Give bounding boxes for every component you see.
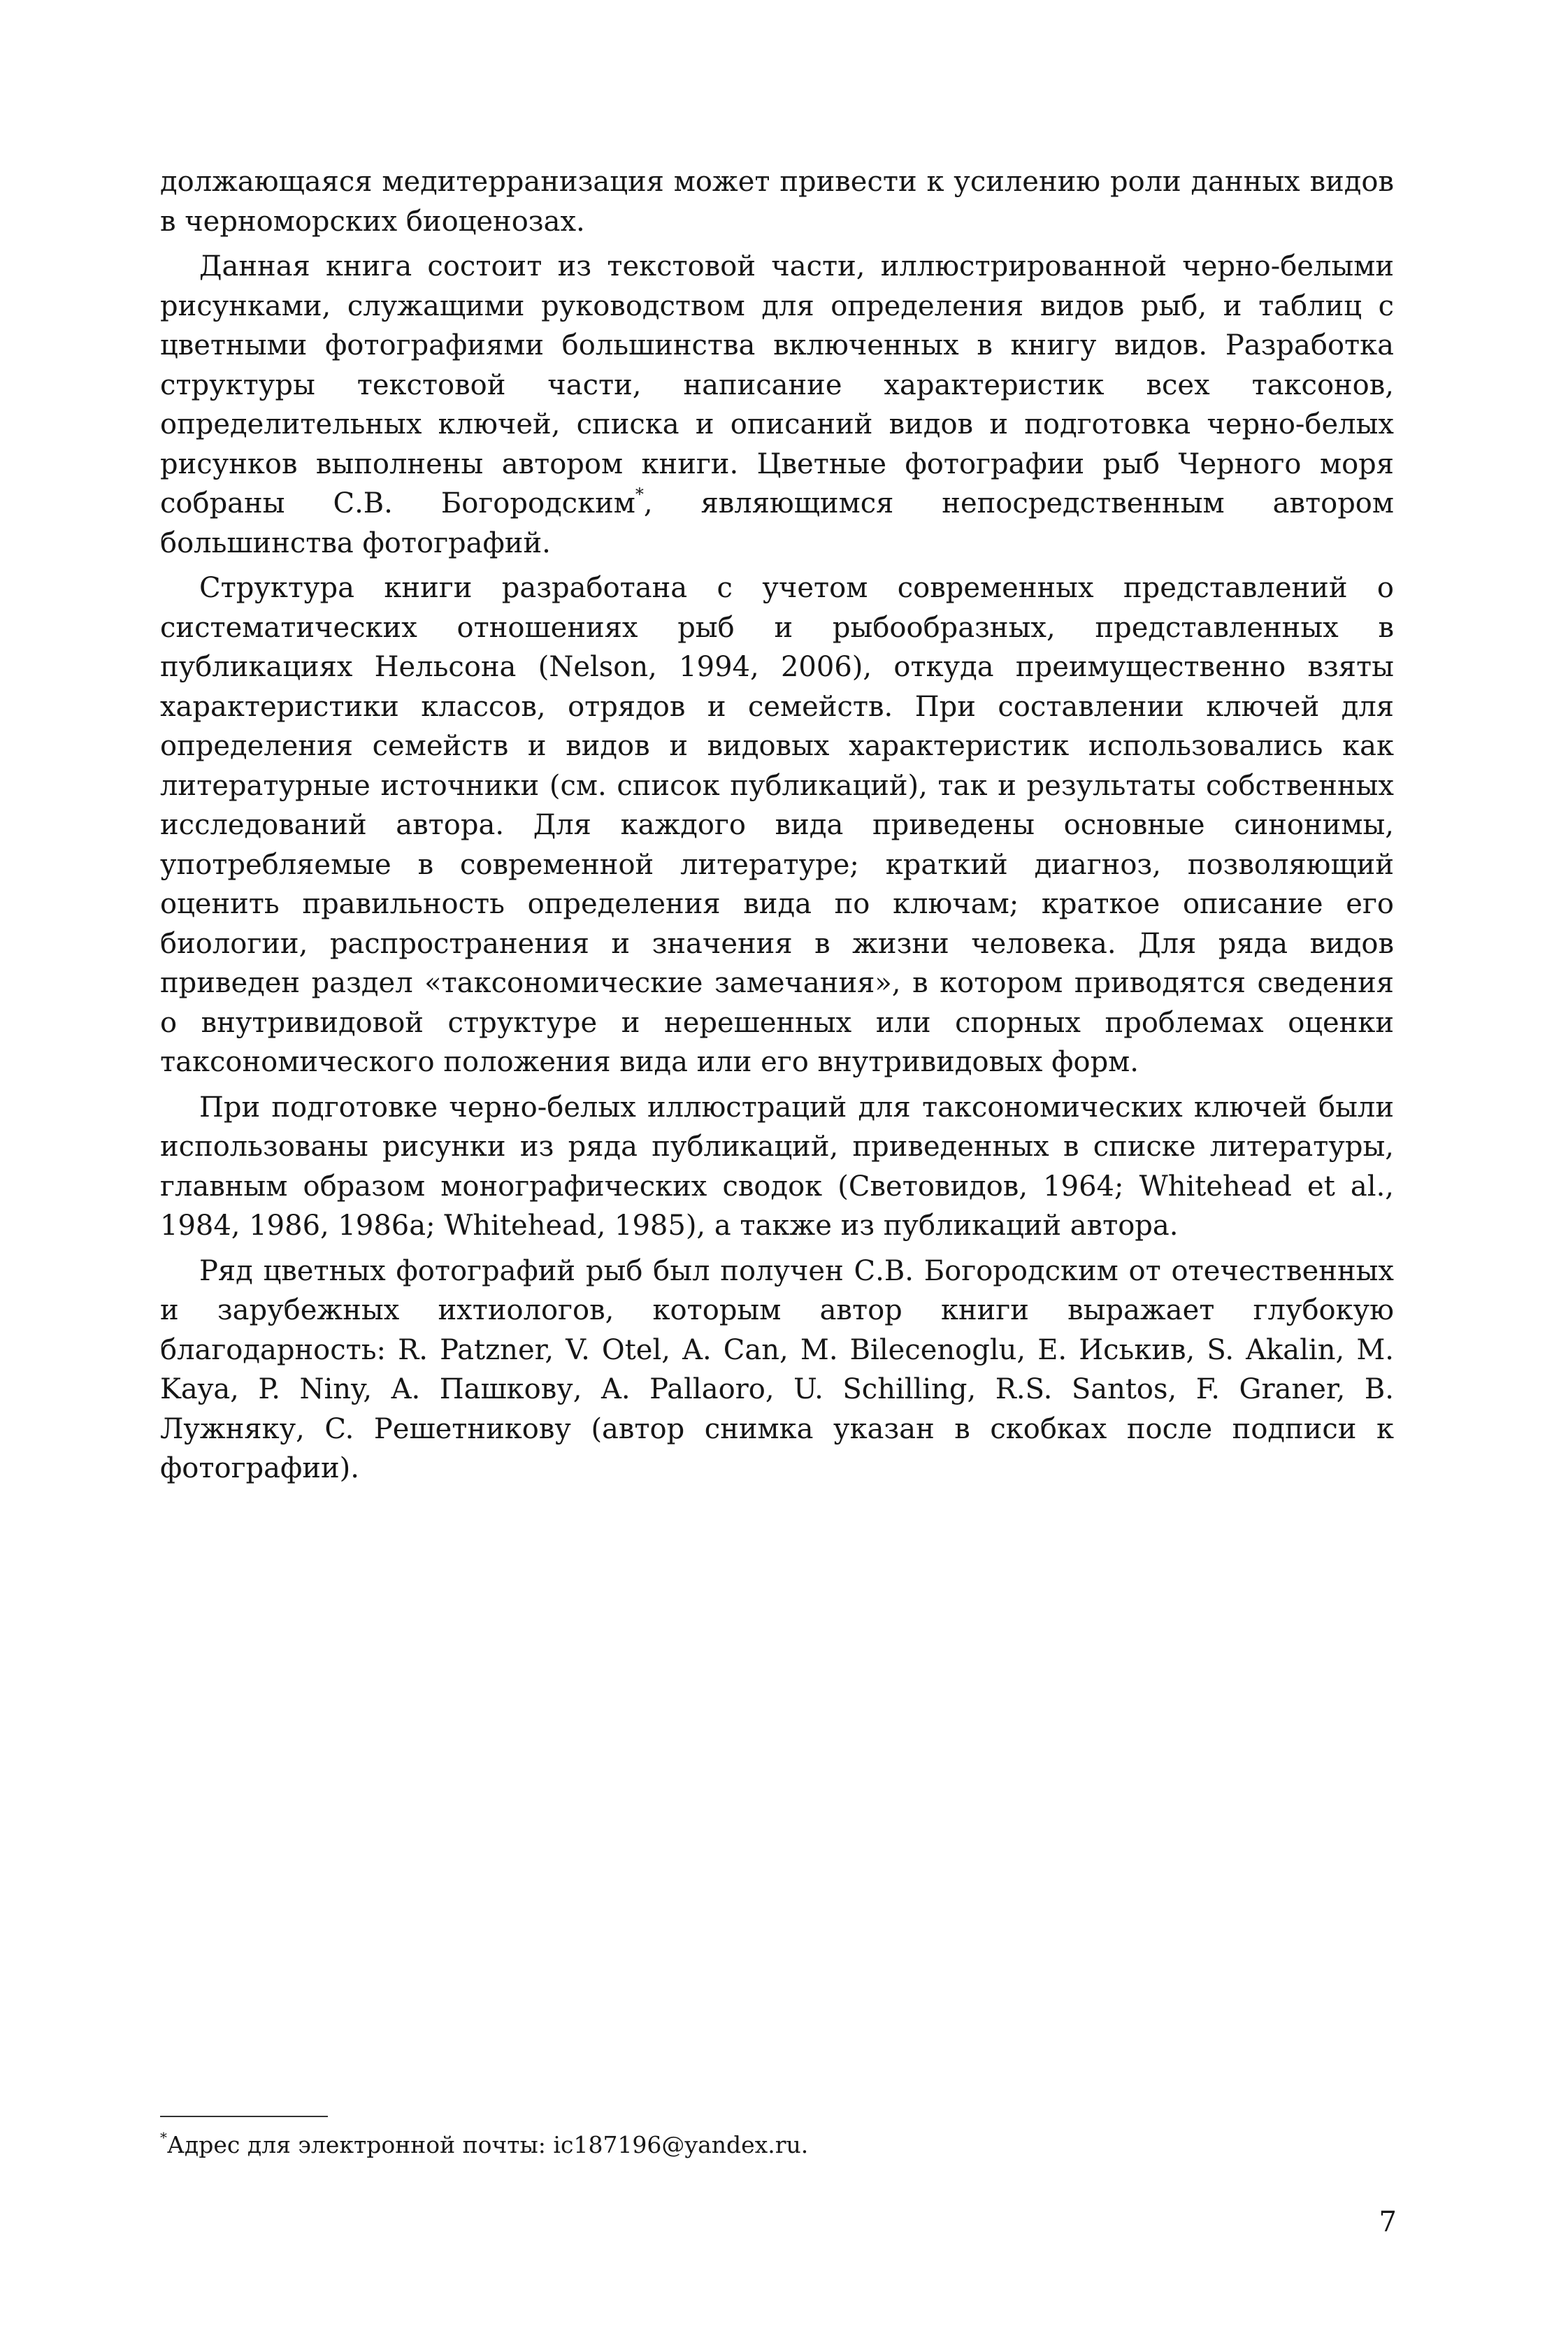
page-number: 7 <box>1379 2206 1397 2238</box>
paragraph-text: Данная книга состоит из текстовой части, иллюстрированной черно-белыми рисунками, служащими руководством для определения видов рыб, и таблиц с цветными фотографиями большинства включенных в книгу видов. Разработка структуры текстовой части, написание характеристик всех таксонов, определительных ключей, списка и описаний видов и подготовка черно-белых рисунков выполнены автором книги. Цветные фотографии рыб Черного моря собраны С.В. Богородским <box>160 250 1394 519</box>
paragraph-continuation: должающаяся медитерранизация может привести к усилению роли данных видов в черноморских биоценозах. <box>160 166 1394 238</box>
footnote-divider <box>160 2116 328 2117</box>
paragraph-text: , являющимся непосредственным автором большинства фотографий. <box>160 487 1394 559</box>
footnote-text: Адрес для электронной почты: ic187196@yandex.ru. <box>166 2131 809 2158</box>
paragraph-book-structure <box>160 247 1394 563</box>
paragraph-illustrations: При подготовке черно-белых иллюстраций для таксономических ключей были использованы рисунки из ряда публикаций, приведенных в списке литературы, главным образом монографических сводок (Световидов, 1964; Whitehead et al., 1984, 1986, 1986a; Whitehead, 1985), а также из публикаций автора. <box>160 1091 1394 1242</box>
paragraph-systematics: Структура книги разработана с учетом современных представлений о систематических отношениях рыб и рыбообразных, представленных в публикациях Нельсона (Nelson, 1994, 2006), откуда преимущественно взяты характеристики классов, отрядов и семейств. При составлении ключей для определения семейств и видов и видовых характеристик использовались как литературные источники (см. список публикаций), так и результаты собственных исследований автора. Для каждого вида приведены основные синонимы, употребляемые в современной литературе; краткий диагноз, позволяющий оценить правильность определения вида по ключам; краткое описание его биологии, распространения и значения в жизни человека. Для ряда видов приведен раздел «таксономические замечания», в котором приводятся сведения о внутривидовой структуре и нерешенных или спорных проблемах оценки таксономического положения вида или его внутривидовых форм. <box>160 572 1394 1078</box>
body-text <box>160 162 1394 1494</box>
footnote <box>160 2130 808 2160</box>
footnote-reference: * <box>635 485 644 504</box>
paragraph-acknowledgements: Ряд цветных фотографий рыб был получен С.В. Богородским от отечественных и зарубежных ихтиологов, которым автор книги выражает глубокую благодарность: R. Patzner, V. Otel, A. Can, M. Bilecenoglu, E. Иськив, S. Akalin, M. Kaya, P. Niny, A. Пашкову, A. Pallaoro, U. Schilling, R.S. Santos, F. Graner, B. Лужняку, C. Решетникову (автор снимка указан в скобках после подписи к фотографии). <box>160 1254 1394 1484</box>
footnote-marker: * <box>160 2130 167 2147</box>
